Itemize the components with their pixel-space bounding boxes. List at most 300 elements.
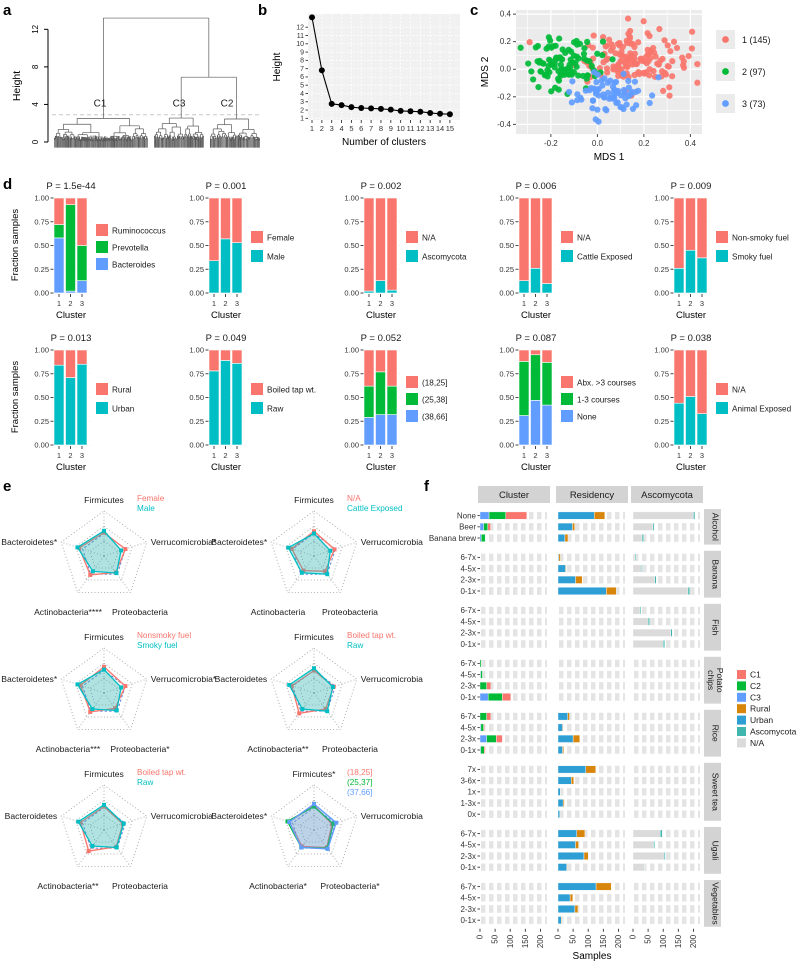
- svg-text:0.25: 0.25: [499, 264, 514, 274]
- y-axis-label: MDS 2: [480, 56, 491, 88]
- legend-label: Cattle Exposed: [347, 504, 403, 513]
- svg-text:0.00: 0.00: [344, 288, 359, 298]
- svg-text:150: 150: [673, 934, 683, 949]
- axis-label: Firmicutes: [294, 495, 334, 505]
- axis-label: Proteobacteria: [112, 607, 168, 617]
- legend-label: N/A: [577, 233, 591, 243]
- row-label: 6-7x: [460, 659, 476, 669]
- row-label: 6-7x: [460, 882, 476, 892]
- svg-text:1.00: 1.00: [344, 193, 359, 203]
- svg-text:10: 10: [296, 41, 304, 49]
- y-axis-label: Fraction samples: [10, 208, 21, 282]
- row-label: None: [456, 511, 476, 521]
- svg-text:3: 3: [234, 299, 240, 308]
- svg-text:0.50: 0.50: [344, 393, 359, 402]
- radar-chart: [210, 619, 438, 759]
- svg-text:14: 14: [435, 124, 445, 133]
- svg-text:-0.2: -0.2: [497, 92, 511, 102]
- x-axis-label: Samples: [572, 950, 612, 962]
- svg-text:1.00: 1.00: [34, 193, 49, 203]
- svg-text:-0.4: -0.4: [497, 119, 511, 129]
- row-label: 6-7x: [460, 829, 476, 839]
- legend-label: 2 (97): [742, 67, 766, 77]
- svg-text:0.50: 0.50: [189, 393, 204, 402]
- svg-text:0.00: 0.00: [189, 440, 204, 450]
- pvalue-bar-chart: [8, 330, 178, 482]
- x-axis-label: Cluster: [210, 310, 242, 321]
- svg-text:0.75: 0.75: [34, 369, 49, 379]
- svg-text:1: 1: [366, 451, 372, 460]
- cluster-label: C3: [172, 98, 186, 110]
- legend-label: (25,37]: [347, 778, 373, 787]
- svg-text:200: 200: [689, 934, 699, 949]
- dendrogram-chart: [8, 2, 266, 174]
- svg-text:0.50: 0.50: [499, 241, 514, 250]
- facet-strip-label: Ugali: [710, 840, 721, 861]
- svg-text:0.75: 0.75: [499, 369, 514, 379]
- svg-text:5: 5: [349, 124, 354, 133]
- svg-text:1: 1: [366, 299, 372, 308]
- radar-chart: [210, 756, 438, 896]
- svg-text:0.50: 0.50: [189, 241, 204, 250]
- svg-text:150: 150: [598, 934, 608, 949]
- p-value-title: P = 0.006: [515, 181, 557, 192]
- panel-label-d: d: [3, 176, 13, 193]
- svg-text:2: 2: [378, 299, 383, 308]
- panel-label-c: c: [470, 2, 479, 19]
- row-label: 4-5x: [460, 893, 476, 903]
- svg-text:8: 8: [31, 64, 40, 70]
- legend-label: Boiled tap wt.: [137, 768, 187, 777]
- row-label: 2-3x: [460, 904, 476, 914]
- axis-label: Verrucomicrobia: [150, 811, 213, 822]
- x-axis-label: Cluster: [55, 462, 87, 473]
- pvalue-bar-chart: [318, 178, 488, 330]
- svg-text:0.25: 0.25: [189, 416, 204, 426]
- svg-text:3: 3: [79, 299, 85, 308]
- axis-label: Actinobacteria**: [37, 881, 99, 891]
- y-axis-label: Height: [272, 52, 283, 82]
- legend-label: C1: [750, 669, 761, 680]
- panel-d-cell: [163, 178, 333, 330]
- svg-text:0.75: 0.75: [34, 217, 49, 227]
- axis-label: Proteobacteria*: [110, 744, 170, 754]
- panel-label-e: e: [3, 478, 12, 495]
- svg-text:3: 3: [389, 451, 395, 460]
- svg-text:4: 4: [31, 102, 40, 107]
- legend-label: Rural: [750, 703, 771, 714]
- svg-text:0.75: 0.75: [654, 369, 669, 379]
- pvalue-bar-chart: [473, 178, 643, 330]
- svg-text:200: 200: [614, 934, 624, 949]
- row-label: 4-5x: [460, 723, 476, 733]
- svg-text:6: 6: [359, 124, 364, 133]
- row-label: 4-5x: [460, 840, 476, 850]
- svg-text:2: 2: [533, 451, 538, 460]
- legend-label: Cattle Exposed: [577, 252, 633, 262]
- svg-text:1: 1: [211, 299, 217, 308]
- legend-label: Smoky fuel: [732, 252, 773, 262]
- facet-strip-label: Alcohol: [710, 512, 721, 541]
- svg-text:12: 12: [296, 24, 304, 32]
- cluster-label: C1: [93, 98, 107, 110]
- svg-text:2: 2: [300, 107, 304, 115]
- panel-e-cell: [210, 482, 438, 622]
- svg-text:1: 1: [211, 451, 217, 460]
- pvalue-bar-chart: [163, 330, 333, 482]
- panel-d-cell: [473, 330, 643, 482]
- svg-text:0.25: 0.25: [344, 416, 359, 426]
- facet-strip-label: Vegetables: [710, 882, 721, 925]
- svg-text:1.00: 1.00: [654, 345, 669, 355]
- svg-text:7: 7: [369, 124, 374, 133]
- svg-text:2: 2: [68, 299, 73, 308]
- radar-chart: [0, 619, 228, 759]
- axis-label: Actinobacteria****: [34, 607, 102, 617]
- svg-text:0.00: 0.00: [189, 288, 204, 298]
- axis-label: Bacteroidetes: [214, 674, 268, 685]
- svg-text:2: 2: [223, 299, 228, 308]
- svg-text:4: 4: [339, 124, 344, 133]
- panel-c-mds-scatter: [476, 4, 799, 166]
- panel-d-cell: [318, 330, 488, 482]
- column-strip-label: Residency: [569, 490, 615, 501]
- legend-label: Prevotella: [112, 243, 149, 253]
- pvalue-bar-chart: [163, 178, 333, 330]
- legend-label: Female: [137, 494, 165, 503]
- food-frequency-facets: [420, 480, 799, 966]
- svg-text:0.00: 0.00: [654, 288, 669, 298]
- row-label: 1x: [467, 787, 476, 797]
- svg-text:0.25: 0.25: [499, 416, 514, 426]
- pvalue-bar-chart: [628, 178, 798, 330]
- row-label: 3-6x: [460, 776, 476, 786]
- axis-label: Actinobacteria*: [249, 881, 307, 891]
- mds-scatter-plot: [476, 4, 799, 166]
- legend-label: Male: [137, 504, 155, 513]
- axis-label: Verrucomicrobia*: [150, 537, 217, 548]
- svg-text:0: 0: [475, 934, 485, 940]
- svg-text:0: 0: [553, 934, 563, 940]
- svg-text:0.75: 0.75: [344, 369, 359, 379]
- legend-label: (18,25]: [347, 768, 373, 777]
- svg-text:11: 11: [296, 32, 304, 40]
- svg-text:50: 50: [490, 934, 500, 944]
- x-axis-label: MDS 1: [593, 152, 625, 163]
- svg-text:0.50: 0.50: [654, 241, 669, 250]
- panel-label-b: b: [258, 2, 268, 19]
- svg-text:0.2: 0.2: [638, 139, 650, 148]
- row-label: 0-1x: [460, 692, 476, 702]
- row-label: 0x: [467, 810, 476, 819]
- svg-text:0.00: 0.00: [654, 440, 669, 450]
- legend-label: N/A: [422, 233, 436, 243]
- axis-label: Bacteroidetes*: [1, 537, 58, 548]
- legend-label: None: [577, 412, 597, 422]
- legend-label: C2: [750, 680, 761, 691]
- svg-text:2: 2: [533, 299, 538, 308]
- svg-text:0: 0: [31, 139, 40, 145]
- legend-label: Male: [267, 252, 285, 262]
- legend-label: Abx. >3 courses: [577, 378, 636, 388]
- svg-text:4: 4: [300, 90, 304, 98]
- legend-label: Urban: [750, 715, 774, 726]
- x-axis-label: Cluster: [675, 310, 707, 321]
- facet-strip-label: Fish: [710, 619, 721, 636]
- legend-label: N/A: [732, 385, 746, 395]
- svg-text:0.25: 0.25: [189, 264, 204, 274]
- pvalue-bar-chart: [318, 330, 488, 482]
- axis-label: Bacteroidetes*: [211, 811, 268, 822]
- p-value-title: P = 0.087: [515, 333, 557, 344]
- legend-label: Boiled tap wt.: [267, 385, 317, 395]
- axis-label: Proteobacteria: [112, 881, 168, 891]
- legend-label: N/A: [750, 737, 765, 748]
- x-axis-label: Cluster: [210, 462, 242, 473]
- panel-d-cell: [473, 178, 643, 330]
- legend-label: Rural: [112, 385, 132, 395]
- svg-text:100: 100: [658, 934, 668, 949]
- svg-text:1.00: 1.00: [499, 193, 514, 203]
- panel-b-scree-plot: [264, 2, 466, 170]
- svg-text:2: 2: [688, 299, 693, 308]
- row-label: 0-1x: [460, 916, 476, 925]
- x-axis-label: Number of clusters: [342, 137, 426, 148]
- pvalue-bar-chart: [628, 330, 798, 482]
- svg-text:2: 2: [68, 451, 73, 460]
- panel-f-food-frequency: [420, 480, 799, 966]
- row-label: 4-5x: [460, 617, 476, 627]
- svg-text:-0.2: -0.2: [543, 139, 558, 148]
- svg-text:0.4: 0.4: [499, 9, 511, 19]
- panel-d-cell: [628, 330, 798, 482]
- svg-text:9: 9: [300, 49, 304, 57]
- row-label: 4-5x: [460, 564, 476, 574]
- legend-label: (25,38]: [422, 395, 448, 405]
- row-label: 2-3x: [460, 628, 476, 638]
- svg-text:8: 8: [300, 57, 304, 65]
- legend-label: Ascomycota: [422, 252, 467, 262]
- row-label: 4-5x: [460, 670, 476, 680]
- svg-text:9: 9: [388, 124, 393, 133]
- axis-label: Bacteroidetes*: [1, 674, 58, 685]
- axis-label: Bacteroidetes: [4, 811, 58, 822]
- svg-text:1.00: 1.00: [189, 345, 204, 355]
- svg-text:0.50: 0.50: [654, 393, 669, 402]
- radar-chart: [0, 482, 228, 622]
- row-label: Beer: [459, 522, 476, 532]
- axis-label: Firmicutes: [84, 632, 124, 642]
- row-label: 1-3x: [460, 798, 476, 808]
- legend-label: C3: [750, 692, 761, 703]
- svg-text:1: 1: [300, 115, 304, 123]
- p-value-title: P = 0.038: [670, 333, 712, 344]
- legend-label: 3 (73): [742, 99, 766, 109]
- panel-a-dendrogram: [8, 2, 266, 174]
- p-value-title: P = 1.5e-44: [46, 181, 96, 192]
- svg-text:0.50: 0.50: [34, 393, 49, 402]
- svg-text:0.50: 0.50: [344, 241, 359, 250]
- legend-label: 1-3 courses: [577, 395, 620, 405]
- svg-text:12: 12: [416, 124, 425, 133]
- svg-text:0.50: 0.50: [34, 241, 49, 250]
- p-value-title: P = 0.009: [670, 181, 712, 192]
- svg-text:3: 3: [389, 299, 395, 308]
- svg-text:50: 50: [643, 934, 653, 944]
- x-axis-label: Cluster: [675, 462, 707, 473]
- row-label: 2-3x: [460, 734, 476, 744]
- svg-text:3: 3: [234, 451, 240, 460]
- panel-label-f: f: [424, 478, 429, 495]
- svg-text:0.75: 0.75: [654, 217, 669, 227]
- legend-label: Female: [267, 233, 295, 243]
- svg-text:2: 2: [688, 451, 693, 460]
- panel-e-cell: [0, 619, 228, 759]
- svg-text:0.25: 0.25: [344, 264, 359, 274]
- svg-text:0.25: 0.25: [654, 264, 669, 274]
- legend-label: Raw: [137, 778, 154, 787]
- svg-text:13: 13: [426, 124, 435, 133]
- panel-d-cell: [163, 330, 333, 482]
- svg-text:0.75: 0.75: [499, 217, 514, 227]
- svg-text:3: 3: [544, 299, 550, 308]
- legend-label: Bacteroides: [112, 260, 156, 270]
- legend-label: Nonsmoky fuel: [137, 631, 192, 640]
- legend-label: Raw: [267, 404, 284, 414]
- panel-d-cell: [8, 330, 178, 482]
- svg-text:0.25: 0.25: [34, 264, 49, 274]
- facet-strip-label: Rice: [710, 724, 721, 742]
- axis-label: Verrucomicrobia*: [150, 674, 217, 685]
- svg-text:3: 3: [79, 451, 85, 460]
- svg-text:0.75: 0.75: [189, 217, 204, 227]
- panel-e-cell: [210, 619, 438, 759]
- legend-label: Non-smoky fuel: [732, 233, 789, 243]
- svg-text:0.50: 0.50: [499, 393, 514, 402]
- column-strip-label: Ascomycota: [641, 490, 693, 501]
- axis-label: Firmicutes: [84, 495, 124, 505]
- svg-text:2: 2: [378, 451, 383, 460]
- svg-text:100: 100: [505, 934, 515, 949]
- axis-label: Proteobacteria*: [320, 881, 380, 891]
- legend-label: Ascomycota: [750, 726, 797, 737]
- svg-text:0.2: 0.2: [499, 37, 511, 47]
- svg-text:3: 3: [544, 451, 550, 460]
- svg-text:0.00: 0.00: [34, 440, 49, 450]
- svg-text:2: 2: [319, 124, 324, 133]
- row-label: 0-1x: [460, 639, 476, 649]
- legend-label: (37,66]: [347, 788, 373, 797]
- axis-label: Firmicutes: [294, 632, 334, 642]
- svg-text:0.00: 0.00: [344, 440, 359, 450]
- svg-text:8: 8: [378, 124, 384, 133]
- axis-label: Verrucomicrobia: [360, 811, 423, 822]
- legend-label: Animal Exposed: [732, 404, 792, 414]
- row-label: 6-7x: [460, 712, 476, 722]
- svg-text:1: 1: [676, 299, 682, 308]
- svg-text:3: 3: [300, 99, 304, 107]
- axis-label: Bacteroidetes*: [211, 537, 268, 548]
- svg-text:50: 50: [568, 934, 578, 944]
- svg-text:7: 7: [300, 65, 304, 73]
- row-label: 2-3x: [460, 851, 476, 861]
- svg-text:150: 150: [520, 934, 530, 949]
- axis-label: Proteobacteria: [322, 607, 378, 617]
- svg-text:100: 100: [583, 934, 593, 949]
- svg-text:0.0: 0.0: [499, 64, 511, 74]
- legend-label: Ruminococcus: [112, 226, 166, 236]
- axis-label: Actinobacteria: [250, 607, 306, 617]
- row-label: 7x: [467, 765, 476, 775]
- legend-label: Raw: [347, 641, 364, 650]
- axis-label: Proteobacteria: [322, 744, 378, 754]
- svg-text:1: 1: [56, 299, 62, 308]
- x-axis-label: Cluster: [55, 310, 87, 321]
- legend-label: Boiled tap wt.: [347, 631, 397, 640]
- axis-label: Actinobacteria***: [35, 744, 101, 754]
- svg-text:6: 6: [300, 74, 304, 82]
- svg-text:1.00: 1.00: [654, 193, 669, 203]
- svg-text:1.00: 1.00: [189, 193, 204, 203]
- p-value-title: P = 0.052: [360, 333, 402, 344]
- svg-text:5: 5: [300, 82, 304, 90]
- pvalue-bar-chart: [473, 330, 643, 482]
- svg-text:0.00: 0.00: [499, 288, 514, 298]
- p-value-title: P = 0.001: [205, 181, 247, 192]
- row-label: 0-1x: [460, 586, 476, 596]
- svg-text:0.00: 0.00: [499, 440, 514, 450]
- facet-strip-label: chips: [706, 670, 716, 691]
- row-label: 0-1x: [460, 863, 476, 872]
- panel-label-a: a: [3, 2, 12, 19]
- pvalue-bar-chart: [8, 178, 178, 330]
- legend-label: (18,25]: [422, 378, 448, 388]
- row-label: 0-1x: [460, 745, 476, 755]
- svg-text:1.00: 1.00: [499, 345, 514, 355]
- svg-text:0: 0: [628, 934, 638, 940]
- x-axis-label: Cluster: [520, 310, 552, 321]
- panel-d-cell: [318, 178, 488, 330]
- column-strip-label: Cluster: [498, 490, 530, 501]
- panel-e-cell: [0, 482, 228, 622]
- svg-text:0.00: 0.00: [34, 288, 49, 298]
- svg-text:12: 12: [31, 24, 40, 34]
- panel-d-cell: [628, 178, 798, 330]
- svg-text:3: 3: [699, 451, 705, 460]
- row-label: 2-3x: [460, 575, 476, 585]
- legend-label: N/A: [347, 494, 361, 503]
- legend-label: 1 (145): [742, 35, 771, 45]
- svg-text:11: 11: [406, 124, 415, 133]
- svg-text:200: 200: [536, 934, 546, 949]
- svg-text:1: 1: [56, 451, 62, 460]
- axis-label: Firmicutes*: [292, 769, 336, 779]
- cluster-label: C2: [220, 98, 234, 110]
- facet-strip-label: Sweet tea: [710, 772, 721, 811]
- p-value-title: P = 0.049: [205, 333, 247, 344]
- legend-label: Smoky fuel: [137, 641, 178, 650]
- legend-label: (38,66]: [422, 412, 448, 422]
- svg-text:15: 15: [445, 124, 455, 133]
- svg-text:3: 3: [329, 124, 334, 133]
- svg-text:10: 10: [396, 124, 405, 133]
- svg-text:1: 1: [521, 299, 527, 308]
- svg-text:1: 1: [309, 124, 315, 133]
- axis-label: Verrucomicrobia: [360, 674, 423, 685]
- axis-label: Verrucomicrobia: [360, 537, 423, 548]
- svg-text:1: 1: [521, 451, 527, 460]
- panel-e-cell: [210, 756, 438, 896]
